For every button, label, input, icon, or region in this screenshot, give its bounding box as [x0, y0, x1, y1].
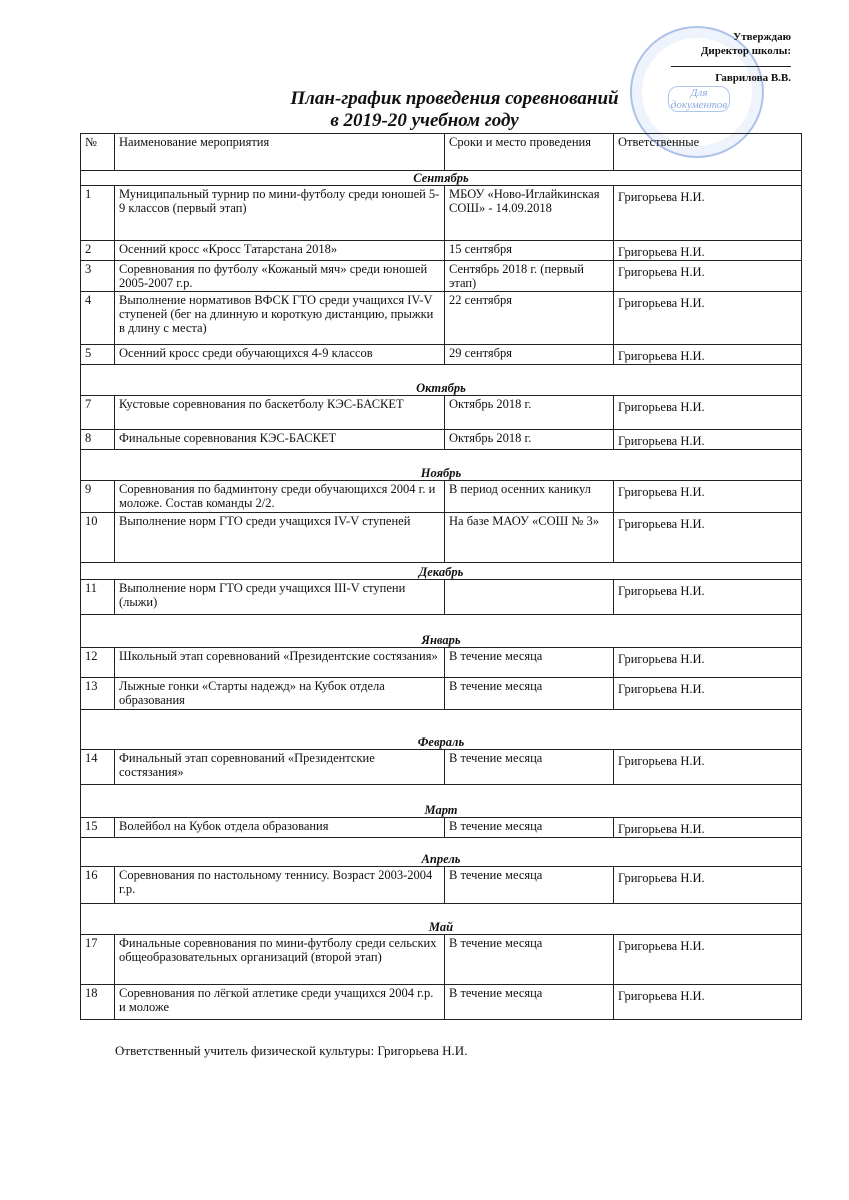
event-name: Финальные соревнования по мини-футболу среди сельских общеобразовательных организаций (второй этап) — [115, 935, 445, 985]
event-name: Школьный этап соревнований «Президентские состязания» — [115, 648, 445, 678]
month-label: Май — [81, 904, 802, 935]
event-name: Соревнования по бадминтону среди обучающихся 2004 г. и моложе. Состав команды 2/2. — [115, 481, 445, 513]
event-date: Октябрь 2018 г. — [445, 430, 614, 450]
signature-line — [671, 58, 791, 67]
table-row — [81, 513, 802, 563]
month-row — [81, 710, 802, 750]
row-number: 7 — [81, 396, 115, 430]
title-line1: План-график проведения соревнований — [290, 88, 619, 109]
month-row — [81, 615, 802, 648]
row-number: 13 — [81, 678, 115, 710]
table-row — [81, 241, 802, 261]
header-responsible: Ответственные — [614, 134, 802, 171]
month-label: Март — [81, 785, 802, 818]
event-name: Соревнования по футболу «Кожаный мяч» среди юношей 2005-2007 г.р. — [115, 261, 445, 292]
row-number: 5 — [81, 345, 115, 365]
month-row — [81, 365, 802, 396]
event-responsible: Григорьева Н.И. — [614, 648, 802, 678]
event-responsible: Григорьева Н.И. — [614, 186, 802, 241]
event-date: В течение месяца — [445, 985, 614, 1020]
table-row — [81, 935, 802, 985]
event-name: Выполнение норм ГТО среди учащихся IV-V ступеней — [115, 513, 445, 563]
event-name: Лыжные гонки «Старты надежд» на Кубок отдела образования — [115, 678, 445, 710]
header-number: № — [81, 134, 115, 171]
table-row — [81, 648, 802, 678]
event-date: В течение месяца — [445, 678, 614, 710]
page-title — [0, 88, 849, 132]
approval-block — [671, 30, 791, 85]
month-label: Декабрь — [81, 563, 802, 580]
event-date: В течение месяца — [445, 935, 614, 985]
event-name: Выполнение норм ГТО среди учащихся III-V ступени (лыжи) — [115, 580, 445, 615]
event-responsible: Григорьева Н.И. — [614, 241, 802, 261]
event-name: Волейбол на Кубок отдела образования — [115, 818, 445, 838]
table-row — [81, 481, 802, 513]
event-date: 29 сентября — [445, 345, 614, 365]
month-label: Январь — [81, 615, 802, 648]
footer-note: Ответственный учитель физической культуры: Григорьева Н.И. — [115, 1043, 468, 1058]
month-row — [81, 563, 802, 580]
month-row — [81, 171, 802, 186]
event-date: Сентябрь 2018 г. (первый этап) — [445, 261, 614, 292]
header-date: Сроки и место проведения — [445, 134, 614, 171]
event-responsible: Григорьева Н.И. — [614, 261, 802, 292]
month-label: Ноябрь — [81, 450, 802, 481]
event-name: Соревнования по настольному теннису. Возраст 2003-2004 г.р. — [115, 867, 445, 904]
table-header — [81, 134, 802, 171]
event-responsible: Григорьева Н.И. — [614, 481, 802, 513]
event-date: 15 сентября — [445, 241, 614, 261]
event-date: В течение месяца — [445, 750, 614, 785]
event-name: Осенний кросс среди обучающихся 4-9 классов — [115, 345, 445, 365]
event-name: Финальный этап соревнований «Президентские состязания» — [115, 750, 445, 785]
stamp-text: Для документов — [668, 86, 730, 112]
month-label: Февраль — [81, 710, 802, 750]
event-responsible: Григорьева Н.И. — [614, 818, 802, 838]
event-responsible: Григорьева Н.И. — [614, 985, 802, 1020]
approval-line1: Утверждаю — [733, 31, 791, 43]
event-name: Муниципальный турнир по мини-футболу среди юношей 5-9 классов (первый этап) — [115, 186, 445, 241]
approval-name: Гаврилова В.В. — [715, 72, 791, 84]
table-row — [81, 345, 802, 365]
title-line2: в 2019-20 учебном году — [330, 110, 519, 131]
row-number: 1 — [81, 186, 115, 241]
table-row — [81, 580, 802, 615]
event-responsible: Григорьева Н.И. — [614, 292, 802, 345]
row-number: 15 — [81, 818, 115, 838]
event-date: В течение месяца — [445, 648, 614, 678]
table-row — [81, 867, 802, 904]
row-number: 8 — [81, 430, 115, 450]
event-responsible: Григорьева Н.И. — [614, 678, 802, 710]
row-number: 11 — [81, 580, 115, 615]
event-date: В течение месяца — [445, 867, 614, 904]
event-responsible: Григорьева Н.И. — [614, 513, 802, 563]
event-responsible: Григорьева Н.И. — [614, 430, 802, 450]
event-responsible: Григорьева Н.И. — [614, 935, 802, 985]
table-row — [81, 261, 802, 292]
event-name: Соревнования по лёгкой атлетике среди учащихся 2004 г.р. и моложе — [115, 985, 445, 1020]
event-responsible: Григорьева Н.И. — [614, 750, 802, 785]
event-name: Выполнение нормативов ВФСК ГТО среди учащихся IV-V ступеней (бег на длинную и короткую дистанцию, прыжки в длину с места) — [115, 292, 445, 345]
event-name: Кустовые соревнования по баскетболу КЭС-БАСКЕТ — [115, 396, 445, 430]
table-row — [81, 818, 802, 838]
row-number: 14 — [81, 750, 115, 785]
row-number: 10 — [81, 513, 115, 563]
event-responsible: Григорьева Н.И. — [614, 580, 802, 615]
month-row — [81, 785, 802, 818]
event-date: МБОУ «Ново-Иглайкинская СОШ» - 14.09.2018 — [445, 186, 614, 241]
month-row — [81, 450, 802, 481]
table-row — [81, 985, 802, 1020]
row-number: 3 — [81, 261, 115, 292]
event-date: В период осенних каникул — [445, 481, 614, 513]
event-date: В течение месяца — [445, 818, 614, 838]
month-label: Сентябрь — [81, 171, 802, 186]
row-number: 2 — [81, 241, 115, 261]
month-row — [81, 838, 802, 867]
event-name: Финальные соревнования КЭС-БАСКЕТ — [115, 430, 445, 450]
table-row — [81, 678, 802, 710]
approval-line2: Директор школы: — [700, 45, 791, 57]
row-number: 16 — [81, 867, 115, 904]
event-name: Осенний кросс «Кросс Татарстана 2018» — [115, 241, 445, 261]
event-date: На базе МАОУ «СОШ № 3» — [445, 513, 614, 563]
event-responsible: Григорьева Н.И. — [614, 867, 802, 904]
event-responsible: Григорьева Н.И. — [614, 345, 802, 365]
table-row — [81, 396, 802, 430]
event-date: 22 сентября — [445, 292, 614, 345]
month-label: Апрель — [81, 838, 802, 867]
table-row — [81, 750, 802, 785]
row-number: 12 — [81, 648, 115, 678]
schedule-table — [80, 133, 802, 1020]
table-row — [81, 292, 802, 345]
header-name: Наименование мероприятия — [115, 134, 445, 171]
event-responsible: Григорьева Н.И. — [614, 396, 802, 430]
event-date — [445, 580, 614, 615]
row-number: 9 — [81, 481, 115, 513]
row-number: 4 — [81, 292, 115, 345]
table-row — [81, 430, 802, 450]
event-date: Октябрь 2018 г. — [445, 396, 614, 430]
month-label: Октябрь — [81, 365, 802, 396]
month-row — [81, 904, 802, 935]
row-number: 18 — [81, 985, 115, 1020]
row-number: 17 — [81, 935, 115, 985]
table-row — [81, 186, 802, 241]
